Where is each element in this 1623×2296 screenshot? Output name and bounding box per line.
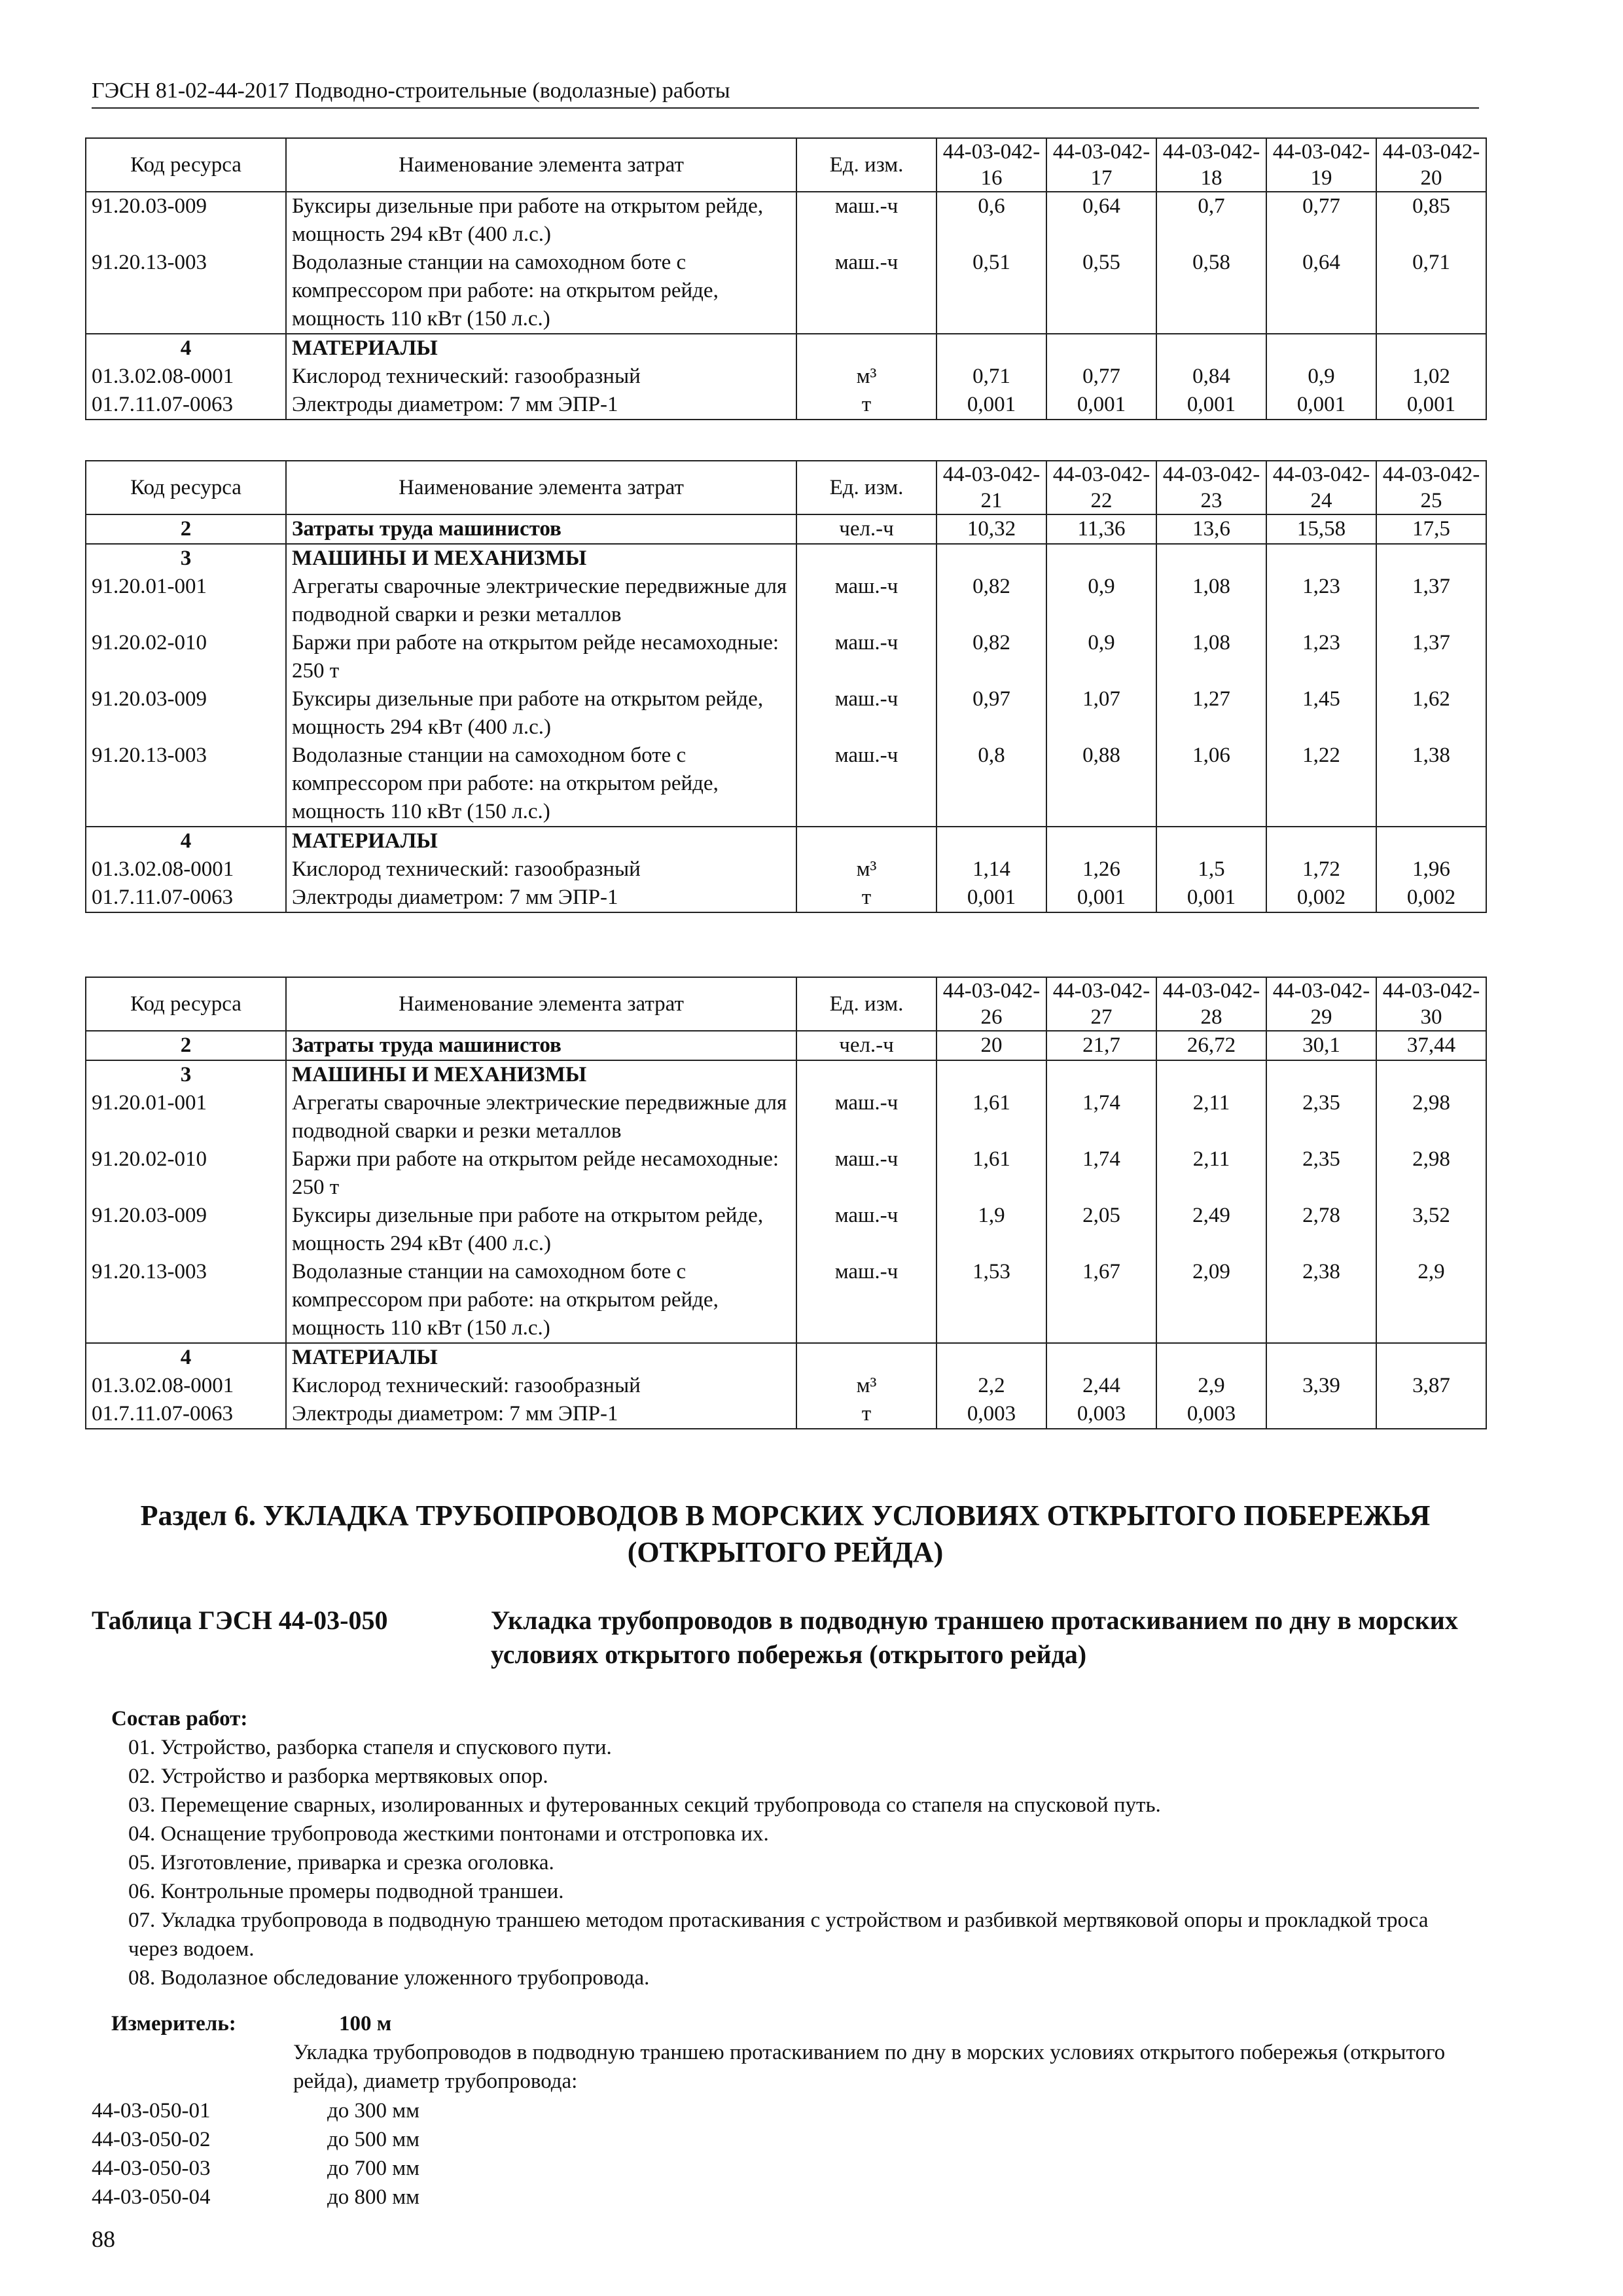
section-title: Раздел 6. УКЛАДКА ТРУБОПРОВОДОВ В МОРСКИХ УСЛОВИЯХ ОТКРЫТОГО ПОБЕРЕЖЬЯ (ОТКРЫТОГО РЕЙДА) <box>140 1499 1431 1568</box>
value-cell: 0,85 <box>1376 192 1486 249</box>
value-cell: 1,22 <box>1266 742 1376 827</box>
value-cell: 1,62 <box>1376 685 1486 742</box>
unit-cell <box>796 1060 936 1089</box>
work-item: 03. Перемещение сварных, изолированных и футерованных секций трубопровода со стапеля на спусковой путь. <box>128 1793 1161 1817</box>
value-cell: 15,58 <box>1266 514 1376 544</box>
value-cell: 0,9 <box>1046 629 1156 685</box>
column-header-norm-code: 44-03-042-29 <box>1266 977 1376 1031</box>
value-cell: 2,98 <box>1376 1145 1486 1202</box>
value-cell <box>1376 334 1486 363</box>
value-cell: 2,11 <box>1156 1145 1266 1202</box>
value-cell: 2,98 <box>1376 1089 1486 1145</box>
meter-unit: 100 м <box>339 2012 392 2036</box>
column-header-norm-code: 44-03-042-23 <box>1156 461 1266 514</box>
page-number: 88 <box>92 2226 115 2252</box>
value-cell: 1,02 <box>1376 363 1486 391</box>
value-cell <box>1266 1060 1376 1089</box>
value-cell: 0,71 <box>1376 249 1486 334</box>
value-cell: 1,53 <box>936 1258 1046 1343</box>
table-row <box>86 1400 1486 1429</box>
unit-cell: маш.-ч <box>796 573 936 629</box>
unit-cell: маш.-ч <box>796 192 936 249</box>
value-cell: 1,45 <box>1266 685 1376 742</box>
resource-code: 01.3.02.08-0001 <box>86 855 286 884</box>
value-cell <box>1266 334 1376 363</box>
resource-code: 91.20.01-001 <box>86 1089 286 1145</box>
value-cell <box>936 827 1046 855</box>
column-header-name: Наименование элемента затрат <box>286 977 796 1031</box>
table-row <box>86 1060 1486 1089</box>
value-cell: 1,61 <box>936 1145 1046 1202</box>
norm-code-description: до 500 мм <box>327 2128 420 2151</box>
table-row <box>86 391 1486 420</box>
resource-code: 01.7.11.07-0063 <box>86 884 286 912</box>
value-cell: 17,5 <box>1376 514 1486 544</box>
value-cell: 2,49 <box>1156 1202 1266 1258</box>
value-cell: 0,55 <box>1046 249 1156 334</box>
resource-code: 01.7.11.07-0063 <box>86 1400 286 1429</box>
value-cell <box>1046 1343 1156 1372</box>
column-header-name: Наименование элемента затрат <box>286 461 796 514</box>
norm-code-row <box>92 2183 681 2212</box>
work-composition-list <box>111 1733 1459 1992</box>
value-cell: 0,88 <box>1046 742 1156 827</box>
value-cell: 2,44 <box>1046 1372 1156 1400</box>
table-row <box>86 1089 1486 1145</box>
column-header-code: Код ресурса <box>86 977 286 1031</box>
section-heading: МАТЕРИАЛЫ <box>286 827 796 855</box>
value-cell: 0,71 <box>936 363 1046 391</box>
value-cell: 0,51 <box>936 249 1046 334</box>
section-heading: МАШИНЫ И МЕХАНИЗМЫ <box>286 544 796 573</box>
value-cell: 1,5 <box>1156 855 1266 884</box>
value-cell: 1,74 <box>1046 1089 1156 1145</box>
unit-cell: м³ <box>796 1372 936 1400</box>
value-cell: 0,58 <box>1156 249 1266 334</box>
value-cell <box>1376 827 1486 855</box>
section-heading: МАТЕРИАЛЫ <box>286 334 796 363</box>
table-row <box>86 855 1486 884</box>
value-cell <box>1266 544 1376 573</box>
resource-name: Буксиры дизельные при работе на открытом рейде, мощность 294 кВт (400 л.с.) <box>286 685 796 742</box>
resource-code: 91.20.13-003 <box>86 249 286 334</box>
value-cell: 2,35 <box>1266 1089 1376 1145</box>
norm-code-list <box>92 2096 681 2212</box>
column-header-norm-code: 44-03-042-28 <box>1156 977 1266 1031</box>
column-header-norm-code: 44-03-042-30 <box>1376 977 1486 1031</box>
resource-table-1 <box>85 137 1487 420</box>
value-cell: 3,87 <box>1376 1372 1486 1400</box>
table-row <box>86 884 1486 912</box>
resource-code: 91.20.03-009 <box>86 1202 286 1258</box>
resource-code: 91.20.01-001 <box>86 573 286 629</box>
resource-code: 91.20.02-010 <box>86 629 286 685</box>
unit-cell: маш.-ч <box>796 1145 936 1202</box>
resource-code: 91.20.13-003 <box>86 742 286 827</box>
resource-name: Электроды диаметром: 7 мм ЭПР-1 <box>286 391 796 420</box>
column-header-norm-code: 44-03-042-20 <box>1376 138 1486 192</box>
value-cell: 0,003 <box>1156 1400 1266 1429</box>
table-row <box>86 1343 1486 1372</box>
table-row <box>86 1258 1486 1343</box>
section-heading: Затраты труда машинистов <box>286 514 796 544</box>
resource-table-3 <box>85 977 1487 1429</box>
work-composition <box>111 1704 1459 1992</box>
value-cell: 1,74 <box>1046 1145 1156 1202</box>
value-cell: 0,64 <box>1046 192 1156 249</box>
value-cell <box>1156 827 1266 855</box>
column-header-unit: Ед. изм. <box>796 977 936 1031</box>
value-cell: 3,39 <box>1266 1372 1376 1400</box>
norm-code: 44-03-050-04 <box>92 2185 211 2209</box>
resource-name: Электроды диаметром: 7 мм ЭПР-1 <box>286 1400 796 1429</box>
column-header-norm-code: 44-03-042-17 <box>1046 138 1156 192</box>
value-cell: 0,001 <box>936 884 1046 912</box>
value-cell: 1,23 <box>1266 573 1376 629</box>
unit-cell: маш.-ч <box>796 1089 936 1145</box>
value-cell: 37,44 <box>1376 1031 1486 1060</box>
table-row <box>86 685 1486 742</box>
value-cell: 1,37 <box>1376 629 1486 685</box>
section-number: 4 <box>86 1343 286 1372</box>
value-cell: 0,77 <box>1046 363 1156 391</box>
value-cell <box>1266 1400 1376 1429</box>
value-cell <box>1156 544 1266 573</box>
unit-cell: м³ <box>796 363 936 391</box>
norm-code-description: до 800 мм <box>327 2185 420 2209</box>
value-cell: 30,1 <box>1266 1031 1376 1060</box>
resource-code: 91.20.02-010 <box>86 1145 286 1202</box>
norm-code-description: до 300 мм <box>327 2099 420 2123</box>
meter-description: Укладка трубопроводов в подводную траншею протаскиванием по дну в морских условиях открытого побережья (открытого рейда), диаметр трубопровода: <box>293 2041 1446 2093</box>
norm-code-row <box>92 2096 681 2125</box>
work-composition-title: Состав работ: <box>111 1707 248 1731</box>
resource-name: Буксиры дизельные при работе на открытом рейде, мощность 294 кВт (400 л.с.) <box>286 1202 796 1258</box>
table-row <box>86 544 1486 573</box>
unit-cell: маш.-ч <box>796 1258 936 1343</box>
table-row <box>86 573 1486 629</box>
table-caption-label: Таблица ГЭСН 44-03-050 <box>92 1605 388 1635</box>
value-cell: 0,001 <box>936 391 1046 420</box>
value-cell: 10,32 <box>936 514 1046 544</box>
resource-code: 01.3.02.08-0001 <box>86 363 286 391</box>
column-header-norm-code: 44-03-042-21 <box>936 461 1046 514</box>
value-cell <box>936 1060 1046 1089</box>
norm-code: 44-03-050-02 <box>92 2128 211 2151</box>
section-heading: МАТЕРИАЛЫ <box>286 1343 796 1372</box>
value-cell <box>1156 1060 1266 1089</box>
unit-cell: чел.-ч <box>796 514 936 544</box>
value-cell: 2,2 <box>936 1372 1046 1400</box>
value-cell <box>936 1343 1046 1372</box>
running-header: ГЭСН 81-02-44-2017 Подводно-строительные (водолазные) работы <box>92 79 1479 109</box>
value-cell: 0,82 <box>936 573 1046 629</box>
value-cell: 2,38 <box>1266 1258 1376 1343</box>
column-header-unit: Ед. изм. <box>796 138 936 192</box>
value-cell: 2,78 <box>1266 1202 1376 1258</box>
value-cell: 11,36 <box>1046 514 1156 544</box>
unit-cell <box>796 334 936 363</box>
value-cell: 1,07 <box>1046 685 1156 742</box>
section-number: 4 <box>86 827 286 855</box>
value-cell: 3,52 <box>1376 1202 1486 1258</box>
value-cell: 2,05 <box>1046 1202 1156 1258</box>
value-cell: 1,06 <box>1156 742 1266 827</box>
resource-name: Буксиры дизельные при работе на открытом рейде, мощность 294 кВт (400 л.с.) <box>286 192 796 249</box>
unit-cell: м³ <box>796 855 936 884</box>
column-header-norm-code: 44-03-042-24 <box>1266 461 1376 514</box>
column-header-norm-code: 44-03-042-26 <box>936 977 1046 1031</box>
table-row <box>86 827 1486 855</box>
value-cell: 0,001 <box>1376 391 1486 420</box>
column-header-unit: Ед. изм. <box>796 461 936 514</box>
column-header-code: Код ресурса <box>86 461 286 514</box>
value-cell: 1,14 <box>936 855 1046 884</box>
table-row <box>86 1031 1486 1060</box>
resource-name: Водолазные станции на самоходном боте с компрессором при работе: на открытом рейде, мощность 110 кВт (150 л.с.) <box>286 249 796 334</box>
value-cell <box>1156 1343 1266 1372</box>
table-row <box>86 1372 1486 1400</box>
value-cell: 1,9 <box>936 1202 1046 1258</box>
value-cell <box>1266 827 1376 855</box>
value-cell <box>1266 1343 1376 1372</box>
section-number: 2 <box>86 514 286 544</box>
section-number: 2 <box>86 1031 286 1060</box>
norm-code-row <box>92 2125 681 2154</box>
value-cell <box>1156 334 1266 363</box>
column-header-norm-code: 44-03-042-16 <box>936 138 1046 192</box>
column-header-norm-code: 44-03-042-27 <box>1046 977 1156 1031</box>
value-cell: 1,26 <box>1046 855 1156 884</box>
unit-cell <box>796 1343 936 1372</box>
value-cell <box>1376 544 1486 573</box>
value-cell: 1,61 <box>936 1089 1046 1145</box>
value-cell: 0,001 <box>1266 391 1376 420</box>
unit-cell: чел.-ч <box>796 1031 936 1060</box>
value-cell: 0,003 <box>936 1400 1046 1429</box>
resource-code: 91.20.03-009 <box>86 685 286 742</box>
resource-name: Агрегаты сварочные электрические передвижные для подводной сварки и резки металлов <box>286 573 796 629</box>
value-cell: 0,9 <box>1266 363 1376 391</box>
work-item: 04. Оснащение трубопровода жесткими понтонами и отстроповка их. <box>128 1822 769 1846</box>
table-row <box>86 514 1486 544</box>
table-row <box>86 629 1486 685</box>
work-item: 02. Устройство и разборка мертвяковых опор. <box>128 1765 548 1788</box>
value-cell: 0,6 <box>936 192 1046 249</box>
value-cell: 21,7 <box>1046 1031 1156 1060</box>
section-number: 4 <box>86 334 286 363</box>
column-header-norm-code: 44-03-042-18 <box>1156 138 1266 192</box>
value-cell <box>936 544 1046 573</box>
table-row <box>86 742 1486 827</box>
value-cell: 0,8 <box>936 742 1046 827</box>
table-row <box>86 249 1486 334</box>
unit-cell <box>796 827 936 855</box>
work-item: 07. Укладка трубопровода в подводную траншею методом протаскивания с устройством и разбивкой мертвяковой опоры и прокладкой троса через водоем. <box>128 1909 1429 1961</box>
value-cell: 26,72 <box>1156 1031 1266 1060</box>
resource-name: Кислород технический: газообразный <box>286 363 796 391</box>
resource-code: 91.20.13-003 <box>86 1258 286 1343</box>
value-cell: 1,67 <box>1046 1258 1156 1343</box>
table-row <box>86 192 1486 249</box>
norm-code: 44-03-050-03 <box>92 2157 211 2180</box>
section-number: 3 <box>86 1060 286 1089</box>
value-cell <box>1046 334 1156 363</box>
work-item: 01. Устройство, разборка стапеля и спускового пути. <box>128 1736 612 1759</box>
value-cell <box>1046 827 1156 855</box>
work-item: 08. Водолазное обследование уложенного трубопровода. <box>128 1966 650 1990</box>
norm-code: 44-03-050-01 <box>92 2099 211 2123</box>
resource-name: Агрегаты сварочные электрические передвижные для подводной сварки и резки металлов <box>286 1089 796 1145</box>
resource-code: 91.20.03-009 <box>86 192 286 249</box>
resource-code: 01.3.02.08-0001 <box>86 1372 286 1400</box>
value-cell: 0,002 <box>1376 884 1486 912</box>
unit-cell: т <box>796 884 936 912</box>
value-cell <box>1046 544 1156 573</box>
column-header-norm-code: 44-03-042-25 <box>1376 461 1486 514</box>
resource-code: 01.7.11.07-0063 <box>86 391 286 420</box>
unit-cell: маш.-ч <box>796 629 936 685</box>
unit-cell: маш.-ч <box>796 742 936 827</box>
value-cell: 2,9 <box>1376 1258 1486 1343</box>
value-cell: 2,9 <box>1156 1372 1266 1400</box>
value-cell: 0,77 <box>1266 192 1376 249</box>
value-cell: 0,82 <box>936 629 1046 685</box>
norm-code-description: до 700 мм <box>327 2157 420 2180</box>
table-caption-title: Укладка трубопроводов в подводную траншею протаскиванием по дну в морских условиях открытого побережья (открытого рейда) <box>491 1605 1458 1669</box>
value-cell: 1,37 <box>1376 573 1486 629</box>
unit-cell <box>796 544 936 573</box>
value-cell: 0,001 <box>1156 391 1266 420</box>
value-cell: 13,6 <box>1156 514 1266 544</box>
value-cell: 1,08 <box>1156 573 1266 629</box>
value-cell: 0,7 <box>1156 192 1266 249</box>
value-cell: 0,64 <box>1266 249 1376 334</box>
table-row <box>86 1145 1486 1202</box>
value-cell: 20 <box>936 1031 1046 1060</box>
value-cell <box>1376 1343 1486 1372</box>
value-cell <box>1376 1060 1486 1089</box>
table-row <box>86 363 1486 391</box>
value-cell: 1,38 <box>1376 742 1486 827</box>
value-cell: 2,09 <box>1156 1258 1266 1343</box>
value-cell: 0,84 <box>1156 363 1266 391</box>
resource-name: Водолазные станции на самоходном боте с компрессором при работе: на открытом рейде, мощность 110 кВт (150 л.с.) <box>286 1258 796 1343</box>
value-cell <box>936 334 1046 363</box>
value-cell <box>1376 1400 1486 1429</box>
column-header-code: Код ресурса <box>86 138 286 192</box>
unit-cell: маш.-ч <box>796 249 936 334</box>
resource-table-2 <box>85 460 1487 913</box>
table-row <box>86 334 1486 363</box>
meter-label: Измеритель: <box>111 2012 236 2036</box>
value-cell: 2,35 <box>1266 1145 1376 1202</box>
value-cell: 0,001 <box>1046 391 1156 420</box>
resource-name: Кислород технический: газообразный <box>286 1372 796 1400</box>
column-header-name: Наименование элемента затрат <box>286 138 796 192</box>
work-item: 06. Контрольные промеры подводной траншеи. <box>128 1880 564 1903</box>
resource-name: Кислород технический: газообразный <box>286 855 796 884</box>
table-row <box>86 1202 1486 1258</box>
value-cell: 1,23 <box>1266 629 1376 685</box>
value-cell: 1,96 <box>1376 855 1486 884</box>
value-cell: 0,97 <box>936 685 1046 742</box>
section-number: 3 <box>86 544 286 573</box>
value-cell: 0,001 <box>1156 884 1266 912</box>
column-header-norm-code: 44-03-042-22 <box>1046 461 1156 514</box>
value-cell: 2,11 <box>1156 1089 1266 1145</box>
resource-name: Водолазные станции на самоходном боте с компрессором при работе: на открытом рейде, мощность 110 кВт (150 л.с.) <box>286 742 796 827</box>
unit-cell: маш.-ч <box>796 1202 936 1258</box>
value-cell: 1,27 <box>1156 685 1266 742</box>
value-cell: 0,002 <box>1266 884 1376 912</box>
resource-name: Электроды диаметром: 7 мм ЭПР-1 <box>286 884 796 912</box>
value-cell <box>1046 1060 1156 1089</box>
value-cell: 1,08 <box>1156 629 1266 685</box>
unit-cell: т <box>796 391 936 420</box>
unit-cell: т <box>796 1400 936 1429</box>
value-cell: 1,72 <box>1266 855 1376 884</box>
column-header-norm-code: 44-03-042-19 <box>1266 138 1376 192</box>
value-cell: 0,003 <box>1046 1400 1156 1429</box>
resource-name: Баржи при работе на открытом рейде несамоходные: 250 т <box>286 1145 796 1202</box>
work-item: 05. Изготовление, приварка и срезка оголовка. <box>128 1851 554 1874</box>
section-heading: МАШИНЫ И МЕХАНИЗМЫ <box>286 1060 796 1089</box>
value-cell: 0,001 <box>1046 884 1156 912</box>
section-heading: Затраты труда машинистов <box>286 1031 796 1060</box>
norm-code-row <box>92 2154 681 2183</box>
resource-name: Баржи при работе на открытом рейде несамоходные: 250 т <box>286 629 796 685</box>
unit-cell: маш.-ч <box>796 685 936 742</box>
value-cell: 0,9 <box>1046 573 1156 629</box>
